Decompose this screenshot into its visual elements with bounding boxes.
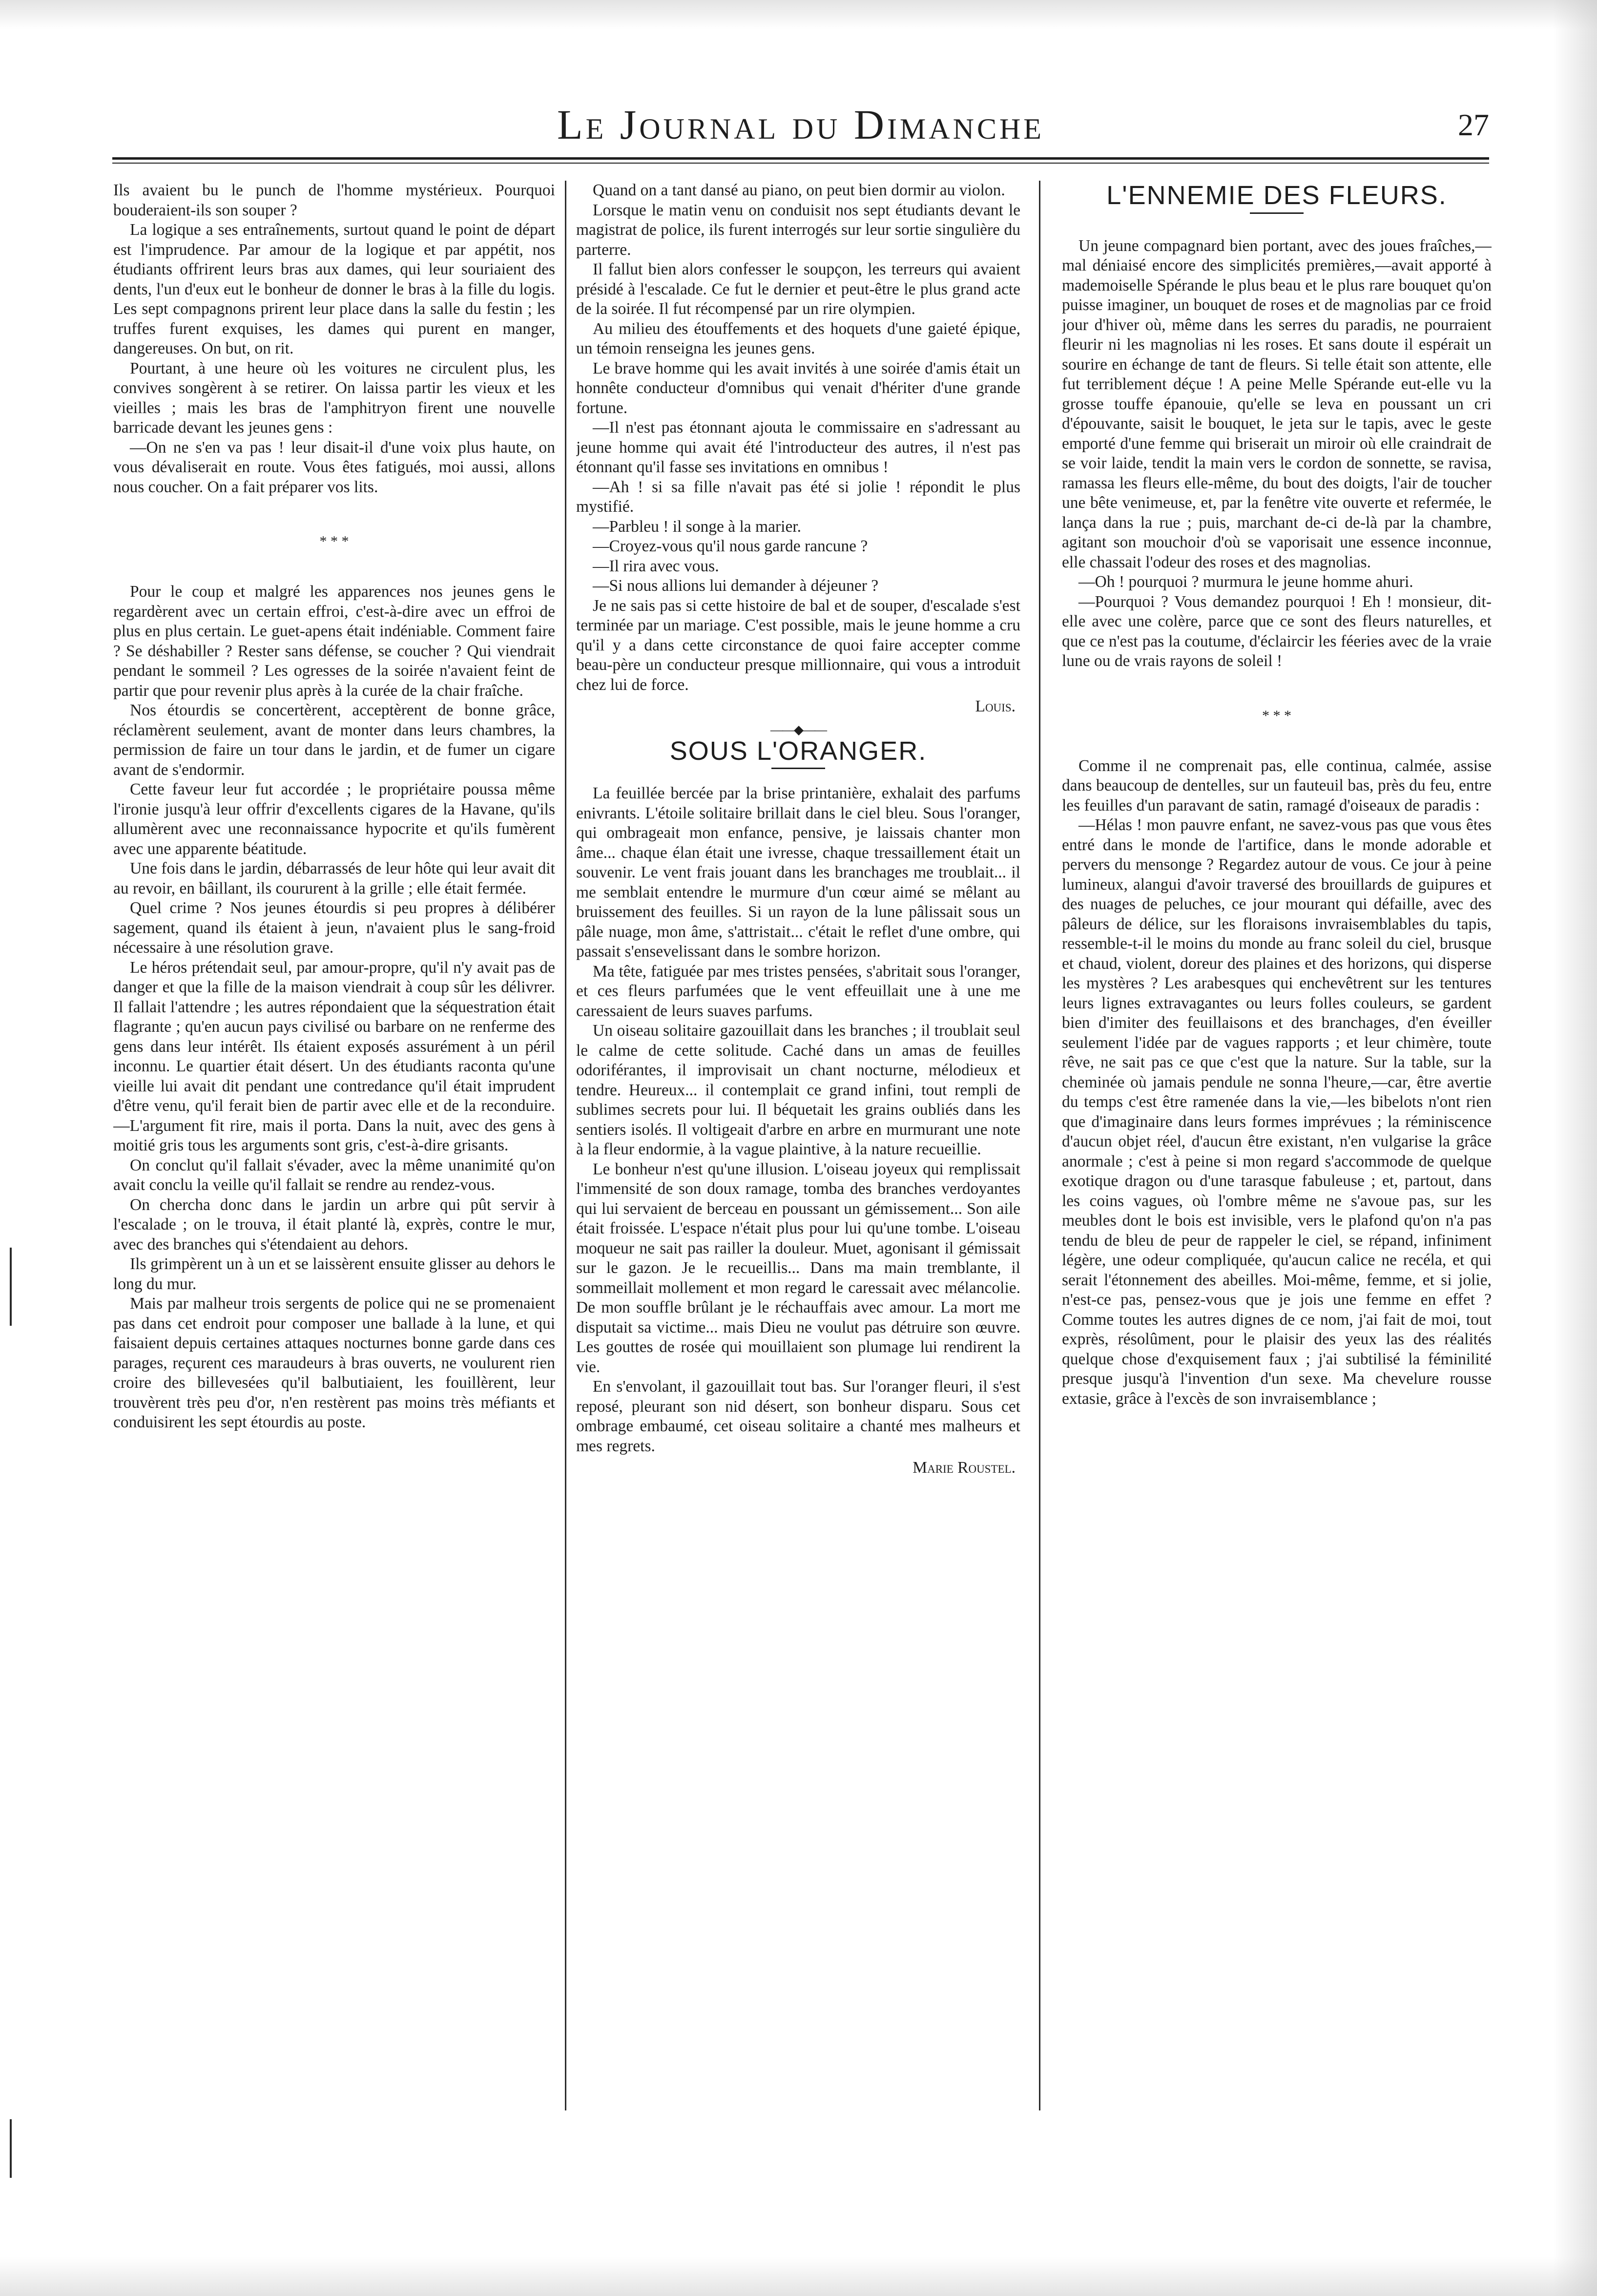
paragraph: Cette faveur leur fut accordée ; le propriétaire poussa même l'ironie jusqu'à leur offrir d'excellents cigares de la Havane, qu'ils allumèrent avec une reconnaissance hypocrite et qu'ils fumèrent avec une apparente béatitude.	[113, 780, 555, 858]
paragraph: Le brave homme qui les avait invités à une soirée d'amis était un honnête conducteur d'omnibus qui venait d'hériter d'une grande fortune.	[576, 359, 1020, 417]
newspaper-title: Le Journal du Dimanche	[557, 101, 1044, 148]
section-stars: * * *	[1262, 707, 1291, 724]
paragraph: La logique a ses entraînements, surtout quand le point de départ est l'imprudence. Par amour de la logique et par appétit, nos étudiants offrirent leurs bras aux dames, qui leur souriaient des dents, l'un d'eux eut le bonheur de donner le bras à la fille du logis. Les sept compagnons prirent leur place dans la salle du festin ; les truffes furent exquises, les dames qui purent en manger, dangereuses. On but, on rit.	[113, 221, 555, 357]
heading-sous-l-oranger: SOUS L'ORANGER.	[669, 736, 927, 766]
paragraph: Un oiseau solitaire gazouillait dans les branches ; il troublait seul le calme de cette solitude. Caché dans un amas de feuilles odoriférantes, il improvisait un chant nocturne, mélodieux et tendre. Heureux... il contemplait ce grand infini, tout rempli de sublimes secrets pour lui. Il béquetait les grains oubliés dans les sentiers isolés. Il voltigeait d'arbre en arbre en murmurant une note à la fleur endormie, à la vague plaintive, à la nature recueillie.	[576, 1022, 1020, 1158]
paragraph: Comme il ne comprenait pas, elle continua, calmée, assise dans beaucoup de dentelles, sur un fauteuil bas, près du feu, entre les feuilles d'un paravant de satin, ramagé d'oiseaux de paradis :	[1062, 756, 1492, 814]
paragraph: —Pourquoi ? Vous demandez pourquoi ! Eh ! monsieur, dit-elle avec une colère, parce que ce sont des fleurs naturelles, et que ce n'est pas la coutume, d'éclaircir les féeries avec de la vraie lune ou de vrais rayons de soleil !	[1062, 592, 1492, 670]
paragraph: Quand on a tant dansé au piano, on peut bien dormir au violon.	[593, 181, 1005, 199]
paragraph: Nos étourdis se concertèrent, acceptèrent de bonne grâce, réclamèrent seulement, avant de monter dans leurs chambres, la permission de faire un tour dans le jardin, et de fumer un cigare avant de s'endormir.	[113, 701, 555, 779]
paragraph: —Hélas ! mon pauvre enfant, ne savez-vous pas que vous êtes entré dans le monde de l'artifice, dans le monde adorable et pervers du mensonge ? Regardez autour de vous. Ce jour à peine lumineux, alangui d'avoir traversé des brouillards de guipures et des nuages de peluches, ce jour mourant qui défaille, avec des pâleurs de délice, sur les floraisons invraisemblables du tapis, ressemble-t-il le moins du monde au franc soleil du ciel, brusque et chaud, violent, doreur des plaines et des horizons, qui disperse les mystères ? Les arabesques qui enchevêtrent sur les tentures leurs lignes extravagantes ou leurs folles couleurs, se gardent bien d'imiter des feuillaisons et des branchages, d'en éveiller seulement l'idée par de vagues rapports ; et leur chimère, toute rêve, ne sait pas ce que c'est que la nature. Sur la table, sur la cheminée où jamais pendule ne sonna l'heure,—car, être avertie du temps c'est être ramenée dans la vie,—les bibelots n'ont rien que d'imaginaire dans leurs formes imprévues ; la réminiscence d'aucun objet réel, d'aucun être existant, n'en vulgarise la grâce anormale ; c'est à peine si mon regard s'accommode de quelque exotique dragon ou d'une tarasque fabuleuse ; et, partout, dans les coins vagues, où l'ombre même ne s'avoue pas, sur les meubles dont le bois est invisible, vers le plafond qu'on n'a pas tendu de bleu de peur de rappeler le ciel, se répand, infiniment légère, une odeur compliquée, qu'aucun calice ne recéla, et qui serait l'étonnement des abeilles. Moi-même, femme, et si jolie, n'est-ce pas, pensez-vous que je jois une femme en effet ? Comme toutes les autres dignes de ce nom, j'ai fait de moi, tout exprès, résolûment, pour le plaisir des yeux las des réalités quelque chose d'exquisement faux ; j'ai subtilisé la féminilité presque jusqu'à l'invention d'un sexe. Ma chevelure rousse extasie, grâce à l'excès de son invraisemblance ;	[1062, 816, 1492, 1408]
heading-rule	[771, 768, 825, 769]
paragraph: —Si nous allions lui demander à déjeuner ?	[593, 577, 879, 595]
paragraph: —Ah ! si sa fille n'avait pas été si jolie ! répondit le plus mystifié.	[576, 478, 1020, 516]
heading-l-ennemie-des-fleurs: L'ENNEMIE DES FLEURS.	[1106, 181, 1447, 210]
paragraph: —Oh ! pourquoi ? murmura le jeune homme ahuri.	[1078, 573, 1413, 591]
paragraph: —Il rira avec vous.	[593, 557, 719, 575]
margin-mark	[10, 1248, 12, 1326]
paragraph: Je ne sais pas si cette histoire de bal et de souper, d'escalade s'est terminée par un mariage. C'est possible, mais le jeune homme a cru qu'il y a dans cette circonstance de quoi faire accepter comme beau-père un conducteur presque millionnaire, qui vous a introduit chez lui de force.	[576, 596, 1020, 694]
paragraph: Mais par malheur trois sergents de police qui ne se promenaient pas dans cet endroit pour composer une ballade à la lune, et qui faisaient depuis certaines attaques nocturnes bonne garde dans ces parages, reçurent ces maraudeurs à bras ouverts, ne voulurent rien croire des billevesées qu'il balbutiaient, les fouillèrent, leur trouvèrent très peu d'or, n'en restèrent pas moins très méfiants et conduisirent les sept étourdis au poste.	[113, 1294, 555, 1431]
page-number: 27	[1458, 107, 1489, 142]
paragraph: Ma tête, fatiguée par mes tristes pensées, s'abritait sous l'oranger, et ces fleurs parfumées que le vent effeuillait une à une me caressaient de leurs suaves parfums.	[576, 962, 1020, 1020]
paragraph: —Parbleu ! il songe à la marier.	[593, 517, 801, 536]
heading-rule	[1250, 212, 1304, 214]
page-header	[112, 100, 1489, 154]
column-2	[576, 181, 1020, 2106]
column-divider-1	[565, 181, 566, 2110]
column-divider-2	[1039, 181, 1040, 2110]
signature-marie-roustel: Marie Roustel.	[913, 1459, 1016, 1477]
paragraph: En s'envolant, il gazouillait tout bas. Sur l'oranger fleuri, il s'est reposé, pleurant son nid désert, son bonheur disparu. Sous cet ombrage embaumé, cet oiseau solitaire a chanté mes malheurs et mes regrets.	[576, 1378, 1020, 1455]
paragraph: La feuillée bercée par la brise printanière, exhalait des parfums enivrants. L'étoile solitaire brillait dans le ciel bleu. Sous l'oranger, qui ombrageait mon enfance, pensive, je laissais chanter mon âme... chaque élan était une ivresse, chaque tressaillement était un souvenir. Le vent frais jouant dans les branchages me troublait... il me semblait entendre le murmure d'un cœur aimé se mêlant au bruissement des feuilles. Si un rayon de la lune pâlissait sous un pâle nuage, mon âme, s'attristait... c'était le reflet d'une ombre, qui passait s'ensevelissant dans le sombre horizon.	[576, 784, 1020, 960]
paragraph: Pour le coup et malgré les apparences nos jeunes gens le regardèrent avec un certain effroi, c'est-à-dire avec un effroi de plus en plus certain. Le guet-apens était indéniable. Comment faire ? Se déshabiller ? Rester sans défense, se coucher ? Qui viendrait pendant le sommeil ? Les ogresses de la soirée n'avaient feint de partir que pour revenir plus après à la curée de la chair fraîche.	[113, 583, 555, 700]
scan-top-shade	[0, 0, 1597, 29]
margin-mark	[10, 2119, 12, 2178]
paragraph: Il fallut bien alors confesser le soupçon, les terreurs qui avaient présidé à l'escalade. Ce fut le dernier et peut-être le plus grand acte de la soirée. Il fut récompensé par un rire olympien.	[576, 260, 1020, 318]
paragraph: —On ne s'en va pas ! leur disait-il d'une voix plus haute, on vous dévaliserait en route. Vous êtes fatigués, moi aussi, allons nous coucher. On a fait préparer vos lits.	[113, 438, 555, 496]
paragraph: Lorsque le matin venu on conduisit nos sept étudiants devant le magistrat de police, ils furent interrogés sur leur sortie singulière du parterre.	[576, 201, 1020, 259]
paragraph: Le héros prétendait seul, par amour-propre, qu'il n'y avait pas de danger et que la fille de la maison viendrait à coup sûr les délivrer. Il fallait l'attendre ; les autres répondaient que la séquestration était flagrante ; qu'en aucun pays civilisé ou barbare on ne renferme des gens dans leur intérêt. Ils étaient exposés assurément à un péril inconnu. Le quartier était désert. Un des étudiants raconta qu'une vieille lui avait dit pendant une contredance qu'il était imprudent d'être venu, qu'il ferait bien de partir avec elle et de la reconduire.—L'argument fit rire, mais il porta. Dans la nuit, avec des gens à moitié gris tous les arguments sont gris, c'est-à-dire grisants.	[113, 958, 555, 1154]
scan-edge-shade	[1553, 0, 1597, 2296]
paragraph: Ils grimpèrent un à un et se laissèrent ensuite glisser au dehors le long du mur.	[113, 1255, 555, 1293]
paragraph: Ils avaient bu le punch de l'homme mystérieux. Pourquoi bouderaient-ils son souper ?	[113, 181, 555, 219]
paragraph: Une fois dans le jardin, débarrassés de leur hôte qui leur avait dit au revoir, en bâillant, ils coururent à la grille ; elle était fermée.	[113, 859, 555, 898]
scan-bottom-shade	[0, 2257, 1597, 2296]
paragraph: On conclut qu'il fallait s'évader, avec la même unanimité qu'on avait conclu la veille qu'il fallait se rendre au rendez-vous.	[113, 1156, 555, 1194]
header-rule	[112, 157, 1489, 160]
paragraph: Pourtant, à une heure où les voitures ne circulent plus, les convives songèrent à se retirer. On laissa partir les vieux et les vieilles ; mais les bras de l'amphitryon firent une nouvelle barricade devant les jeunes gens :	[113, 359, 555, 437]
paragraph: Le bonheur n'est qu'une illusion. L'oiseau joyeux qui remplissait l'immensité de son doux ramage, tomba des branches verdoyantes qui lui servaient de berceau en poussant un gémissement... Son aile était froissée. L'espace n'était plus pour lui qu'une tombe. L'oiseau moqueur ne sait pas railler la douleur. Muet, agonisant il gémissait sur le gazon. Je le recueillis... Dans ma main tremblante, il sommeillait mollement et mon regard le caressait avec mélancolie. De mon souffle brûlant je le réchauffais avec amour. La mort me disputait sa victime... mais Dieu ne voulut pas détruire son œuvre. Les gouttes de rosée qui mouillaient son plumage lui rendirent la vie.	[576, 1160, 1020, 1376]
paragraph: Un jeune compagnard bien portant, avec des joues fraîches,—mal déniaisé encore des simplicités premières,—avait apporté à mademoiselle Spérande le plus beau et le plus rare bouquet qu'on puisse imaginer, un bouquet de roses et de magnolias par ce froid jour d'hiver où, même dans les serres du paradis, ne pourraient fleurir ni les magnolias ni les roses. Et sans doute il espérait un sourire en échange de tant de fleurs. Si telle était son attente, elle fut terriblement déçue ! A peine Melle Spérande eut-elle vu la grosse touffe épanouie, qu'elle se leva en poussant un cri d'épouvante, saisit le bouquet, le jeta sur le tapis, avec le geste emporté d'une femme qui briserait un miroir où elle craindrait de se voir laide, tendit la main vers le cordon de sonnette, se ravisa, ramassa les fleurs elle-même, du bout des doigts, l'air de toucher une bête venimeuse, et, par la fenêtre vite ouverte et refermée, le lança dans la rue ; puis, marchant de-ci de-là par la chambre, agitant son mouchoir d'où se vaporisait une essence inconnue, elle chassait l'odeur des roses et des magnolias.	[1062, 236, 1492, 571]
section-stars: * * *	[319, 533, 349, 549]
paragraph: On chercha donc dans le jardin un arbre qui pût servir à l'escalade ; on le trouva, il était planté là, exprès, contre le mur, avec des branches qui s'étendaient au dehors.	[113, 1195, 555, 1253]
column-1	[113, 181, 555, 2106]
ornament-divider: ——◆——	[770, 722, 826, 737]
paragraph: Quel crime ? Nos jeunes étourdis si peu propres à délibérer sagement, quand ils étaient à jeun, n'avaient plus le sang-froid nécessaire à une résolution grave.	[113, 899, 555, 957]
signature-louis: Louis.	[975, 697, 1016, 715]
paragraph: —Il n'est pas étonnant ajouta le commissaire en s'adressant au jeune homme qui avait été l'introducteur des autres, il n'est pas étonnant qu'il fasse ses invitations en omnibus !	[576, 418, 1020, 476]
paragraph: —Croyez-vous qu'il nous garde rancune ?	[593, 537, 868, 555]
paragraph: Au milieu des étouffements et des hoquets d'une gaieté épique, un témoin renseigna les jeunes gens.	[576, 319, 1020, 357]
header-rule-thin	[112, 163, 1489, 164]
column-3	[1062, 181, 1492, 2106]
